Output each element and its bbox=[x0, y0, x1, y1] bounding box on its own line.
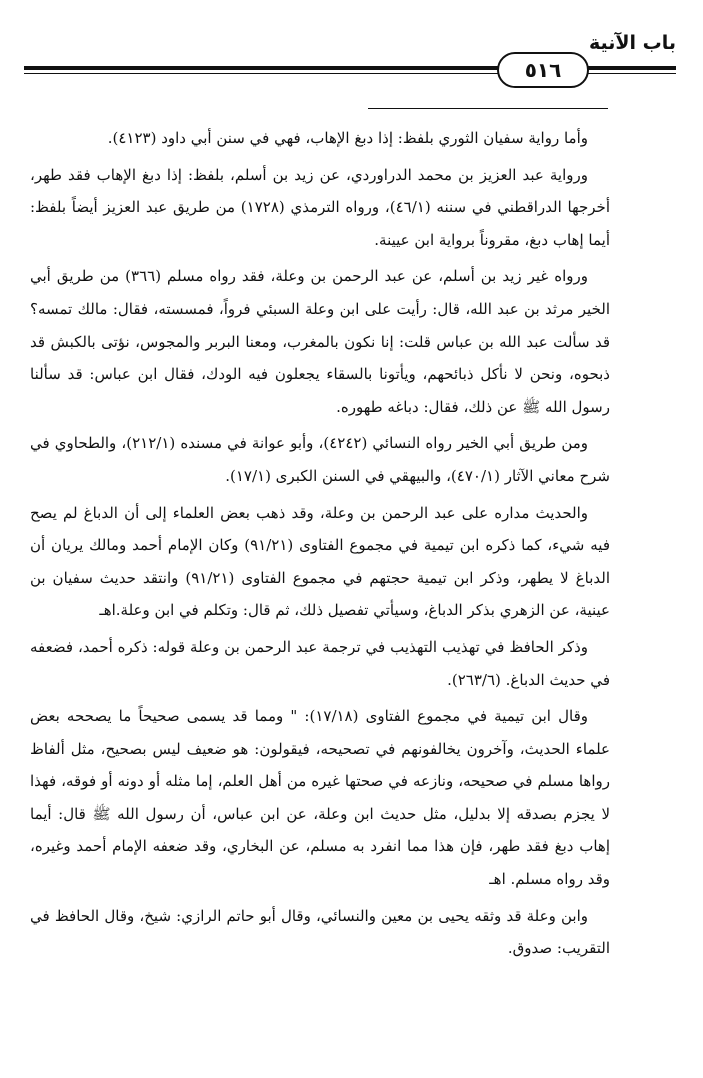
footnote-separator bbox=[368, 108, 608, 109]
paragraph: ورواية عبد العزيز بن محمد الدراوردي، عن زيد بن أسلم، بلفظ: إذا دبغ الإهاب فقد طهر، أخرجها الدراقطني في سننه (٤٦/١)، ورواه الترمذي (١٧٢٨) من طريق عبد العزيز أيضاً بلفظ: أيما إهاب دبغ، مقروناً برواية ابن عيينة. bbox=[30, 165, 610, 249]
paragraph: والحديث مداره على عبد الرحمن بن وعلة، وقد ذهب بعض العلماء إلى أن الدباغ لم يصح فيه شيء، كما ذكره ابن تيمية في مجموع الفتاوى (٩١/٢١) وكان الإمام أحمد ومالك يريان أن الدباغ لا يطهر، وذكر ابن تيمية حجتهم في مجموع الفتاوى (٩١/٢١) وانتقد حديث سفيان بن عينية، عن الزهري بذكر الدباغ، وسيأتي تفصيل ذلك، ثم قال: وتكلم في ابن وعلة.اهـ bbox=[30, 503, 610, 620]
paragraph: وابن وعلة قد وثقه يحيى بن معين والنسائي، وقال أبو حاتم الرازي: شيخ، وقال الحافظ في التقريب: صدوق. bbox=[30, 906, 610, 958]
page-header bbox=[24, 28, 676, 84]
paragraph: وأما رواية سفيان الثوري بلفظ: إذا دبغ الإهاب، فهي في سنن أبي داود (٤١٢٣). bbox=[107, 129, 588, 147]
page-number: ٥١٦ bbox=[497, 52, 589, 88]
chapter-title: باب الآنية bbox=[588, 32, 676, 54]
footnote-body bbox=[30, 122, 610, 969]
paragraph: وذكر الحافظ في تهذيب التهذيب في ترجمة عبد الرحمن بن وعلة قوله: ذكره أحمد، فضعفه في حديث الدباغ. (٢٦٣/٦). bbox=[30, 637, 610, 689]
paragraph: وقال ابن تيمية في مجموع الفتاوى (١٧/١٨): " ومما قد يسمى صحيحاً ما يصححه بعض علماء الحديث، وآخرون يخالفونهم في تصحيحه، فيقولون: هو ضعيف ليس بصحيح، مثل ألفاظ رواها مسلم في صحيحه، ونازعه في صحتها غيره من أهل العلم، إما مثله أو دونه أو فوقه، فهذا لا يجزم بصدقه إلا بدليل، مثل حديث ابن وعلة، عن ابن عباس، أن رسول الله ﷺ قال: أيما إهاب دبغ فقد طهر، فإن هذا مما انفرد به مسلم، عن البخاري، وقد ضعفه الإمام أحمد وغيره، وقد رواه مسلم. اهـ bbox=[30, 707, 610, 889]
paragraph: ورواه غير زيد بن أسلم، عن عبد الرحمن بن وعلة، فقد رواه مسلم (٣٦٦) من طريق أبي الخير مرثد بن عبد الله، قال: رأيت على ابن وعلة السبئي فرواً، فمسسته، فقال: مالك تمسه؟ قد سألت عبد الله بن عباس قلت: إنا نكون بالمغرب، ومعنا البربر والمجوس، نؤتى بالكبش قد ذبحوه، ونحن لا نأكل ذبائحهم، ويأتونا بالسقاء يجعلون فيه الودك، فقال ابن عباس: قد سألنا رسول الله ﷺ عن ذلك، فقال: دباغه طهوره. bbox=[30, 267, 610, 416]
paragraph: ومن طريق أبي الخير رواه النسائي (٤٢٤٢)، وأبو عوانة في مسنده (٢١٢/١)، والطحاوي في شرح معاني الآثار (٤٧٠/١)، والبيهقي في السنن الكبرى (١٧/١). bbox=[30, 434, 610, 485]
